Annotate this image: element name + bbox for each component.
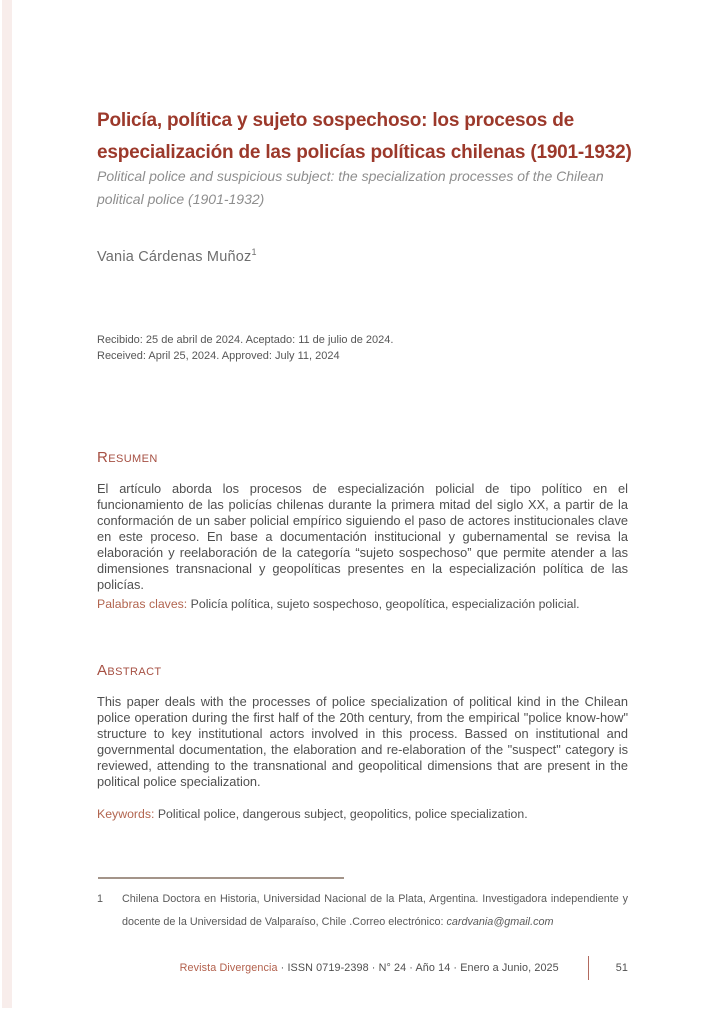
author-footnote-ref: 1	[251, 247, 257, 257]
footer-separator	[588, 956, 589, 980]
page-footer	[97, 952, 628, 984]
footnote-number: 1	[97, 893, 104, 905]
footnote-divider	[98, 877, 344, 879]
resumen-heading: Resumen	[97, 449, 158, 466]
decorative-left-strip	[2, 0, 12, 1008]
author-name: Vania Cárdenas Muñoz	[97, 248, 252, 265]
footer-journal-line	[180, 962, 559, 974]
author-line	[97, 247, 628, 265]
dates-block	[97, 333, 628, 364]
palabras-claves-label: Palabras claves:	[97, 597, 188, 611]
palabras-claves-line	[97, 596, 628, 612]
received-date-en: Received: April 25, 2024. Approved: July 11, 2024	[97, 349, 340, 362]
footnote-affiliation: Chilena Doctora en Historia, Universidad Nacional de la Plata, Argentina. Investigadora independiente y docente de la Universidad de Valparaíso, Chile .Correo electrónico:	[122, 893, 628, 928]
keywords-text: Political police, dangerous subject, geopolitics, police specialization.	[154, 807, 528, 821]
keywords-line	[97, 806, 628, 822]
resumen-body: El artículo aborda los procesos de especialización policial de tipo político en el funcionamiento de las policías chilenas durante la primera mitad del siglo XX, a partir de la conformación de un saber policial empírico siguiendo el paso de actores institucionales clave en este proceso. En base a documentación institucional y gubernamental se revisa la elaboración y reelaboración de la categoría “sujeto sospechoso” que permite atender a las dimensiones transnacional y geopolíticas presentes en la especialización política de las policías.	[97, 481, 628, 592]
author-email: cardvania@gmail.com	[446, 916, 554, 928]
footer-page-number: 51	[615, 962, 628, 974]
article-title: Policía, política y sujeto sospechoso: los procesos de especialización de las policías políticas chilenas (1901-1932)	[97, 109, 632, 163]
keywords-label: Keywords:	[97, 807, 155, 821]
footer-issue-info: · ISSN 0719-2398 · N° 24 · Año 14 · Enero a Junio, 2025	[277, 962, 559, 974]
received-date-es: Recibido: 25 de abril de 2024. Aceptado: 11 de julio de 2024.	[97, 334, 394, 346]
footnote	[97, 888, 628, 934]
palabras-claves-text: Policía política, sujeto sospechoso, geopolítica, especialización policial.	[187, 597, 580, 611]
abstract-heading: Abstract	[97, 662, 162, 679]
abstract-body: This paper deals with the processes of police specialization of political kind in the Chilean police operation during the first half of the 20th century, from the empirical "police know-how" structure to key institutional actors involved in this process. Bassed on institutional and governmental documentation, the elaboration and re-elaboration of the "suspect" category is reviewed, attending to the transnational and geopolitical dimensions that are present in the political police specialization.	[97, 694, 628, 789]
footnote-text	[122, 888, 628, 934]
footer-journal-name: Revista Divergencia	[179, 962, 278, 974]
article-subtitle-english: Political police and suspicious subject: the specialization processes of the Chilean political police (1901-1932)	[97, 168, 604, 207]
